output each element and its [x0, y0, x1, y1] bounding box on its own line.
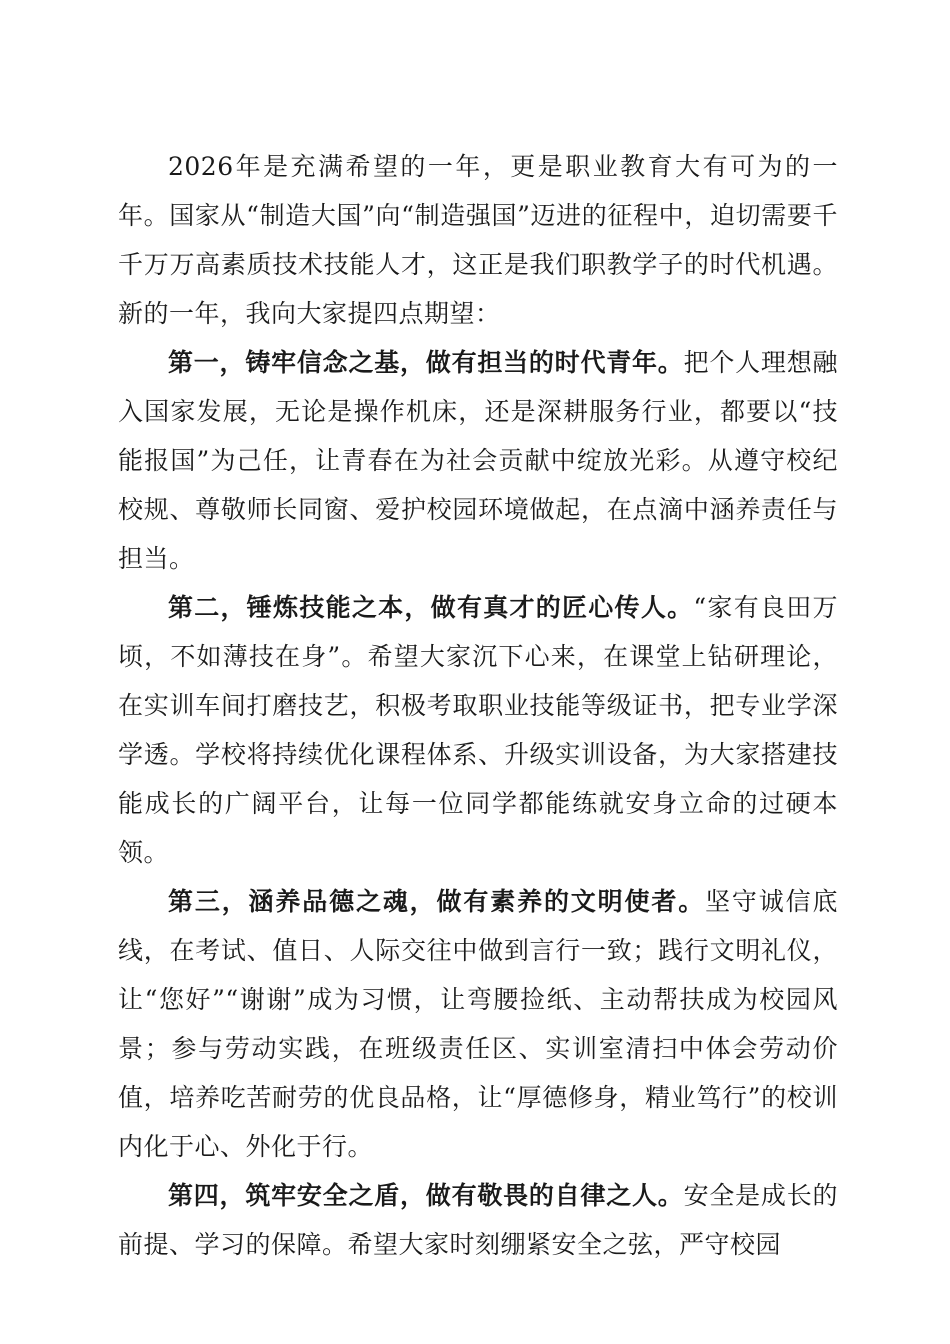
paragraph-point-3: [118, 877, 838, 1171]
paragraph-lead: 第三，涵养品德之魂，做有素养的文明使者。: [168, 887, 706, 916]
paragraph-lead: 第二，锤炼技能之本，做有真才的匠心传人。: [168, 593, 694, 622]
paragraph-point-1: [118, 338, 838, 583]
paragraph-point-4: [118, 1171, 838, 1269]
paragraph-lead: 第四，筑牢安全之盾，做有敬畏的自律之人。: [168, 1181, 684, 1210]
paragraph-text: 把个人理想融入国家发展，无论是操作机床，还是深耕服务行业，都要以“技能报国”为己任，让青春在为社会贡献中绽放光彩。从遵守校纪校规、尊敬师长同窗、爱护校园环境做起，在点滴中涵养责任与担当。: [118, 348, 838, 573]
paragraph-text: 坚守诚信底线，在考试、值日、人际交往中做到言行一致；践行文明礼仪，让“您好”“谢谢”成为习惯，让弯腰捡纸、主动帮扶成为校园风景；参与劳动实践，在班级责任区、实训室清扫中体会劳动价值，培养吃苦耐劳的优良品格，让“厚德修身，精业笃行”的校训内化于心、外化于行。: [118, 887, 838, 1161]
paragraph-lead: 第一，铸牢信念之基，做有担当的时代青年。: [168, 348, 684, 377]
paragraph-intro: [118, 142, 838, 338]
paragraph-point-2: [118, 583, 838, 877]
paragraph-text: “家有良田万顷，不如薄技在身”。希望大家沉下心来，在课堂上钻研理论，在实训车间打磨技艺，积极考取职业技能等级证书，把专业学深学透。学校将持续优化课程体系、升级实训设备，为大家搭建技能成长的广阔平台，让每一位同学都能练就安身立命的过硬本领。: [118, 593, 838, 867]
document-body: [118, 142, 838, 1269]
paragraph-text: 安全是成长的前提、学习的保障。希望大家时刻绷紧安全之弦，严守校园: [118, 1181, 838, 1259]
paragraph-text: 2026年是充满希望的一年，更是职业教育大有可为的一年。国家从“制造大国”向“制造强国”迈进的征程中，迫切需要千千万万高素质技术技能人才，这正是我们职教学子的时代机遇。新的一年，我向大家提四点期望：: [118, 152, 838, 328]
